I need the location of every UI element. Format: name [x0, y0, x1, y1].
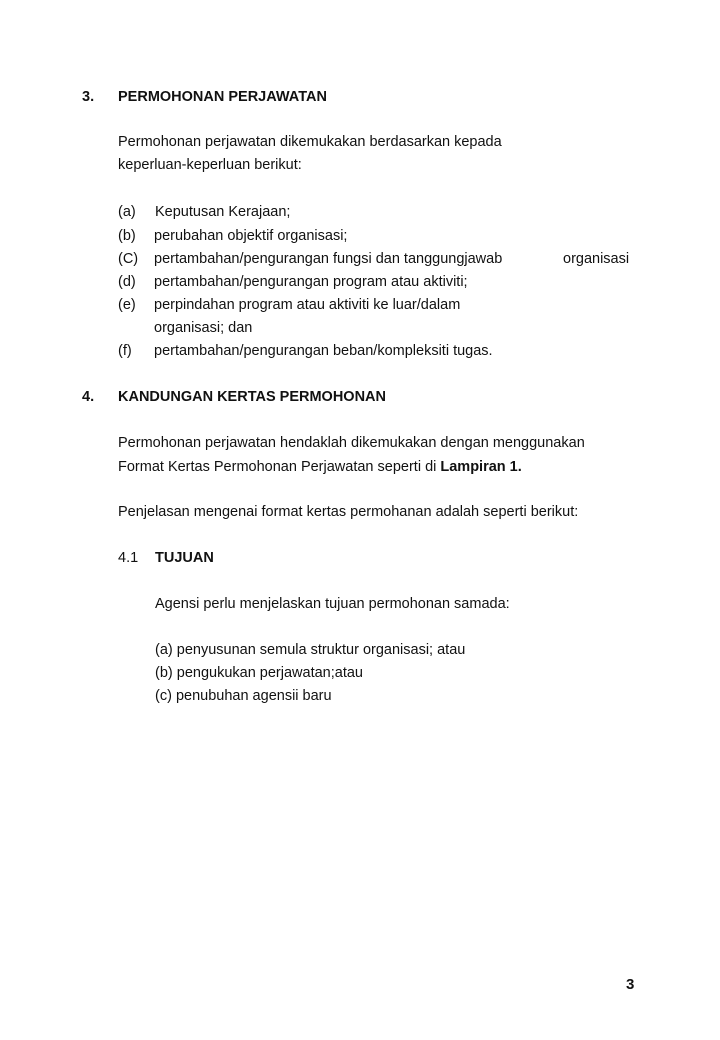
subsection-4-1-intro: Agensi perlu menjelaskan tujuan permohonan samada: — [155, 596, 510, 612]
list-item-label: (c) — [155, 688, 172, 704]
list-item-label: (C) — [118, 251, 139, 267]
section-4-para-2: Penjelasan mengenai format kertas permohanan adalah seperti berikut: — [118, 504, 579, 520]
list-item-text-end: organisasi — [563, 251, 630, 267]
section-4-para-1-line-1: Permohonan perjawatan hendaklah dikemukakan dengan menggunakan — [118, 435, 585, 451]
lampiran-reference: Lampiran 1. — [440, 459, 522, 475]
list-item-text: pertambahan/pengurangan fungsi dan tanggungjawab — [154, 251, 503, 267]
subsection-4-1-number: 4.1 — [118, 550, 139, 566]
list-item-text: penyusunan semula struktur organisasi; atau — [176, 642, 466, 658]
list-item-text: pertambahan/pengurangan beban/kompleksiti tugas. — [154, 343, 493, 359]
section-3-intro-line-2: keperluan-keperluan berikut: — [118, 157, 302, 173]
list-item-label: (a) — [118, 204, 136, 220]
page-number: 3 — [626, 976, 635, 993]
list-item-text: Keputusan Kerajaan; — [155, 204, 291, 220]
sub-list-item — [155, 664, 363, 682]
list-item-label: (b) — [155, 665, 173, 681]
section-3-heading: PERMOHONAN PERJAWATAN — [118, 89, 327, 105]
section-3-intro-line-1: Permohonan perjawatan dikemukakan berdasarkan kepada — [118, 134, 502, 150]
section-4-heading: KANDUNGAN KERTAS PERMOHONAN — [118, 389, 386, 405]
section-3-number: 3. — [82, 89, 95, 105]
list-item-text: perpindahan program atau aktiviti ke luar/dalam — [154, 297, 461, 313]
subsection-4-1-heading: TUJUAN — [155, 550, 214, 566]
list-item-label: (e) — [118, 297, 136, 313]
section-4-para-1-line-2 — [118, 458, 522, 476]
list-item-label: (f) — [118, 343, 132, 359]
list-item-text-continuation: organisasi; dan — [154, 320, 253, 336]
list-item-text: pertambahan/pengurangan program atau aktiviti; — [154, 274, 468, 290]
list-item-label: (d) — [118, 274, 136, 290]
list-item-text: perubahan objektif organisasi; — [154, 228, 348, 244]
list-item-label: (b) — [118, 228, 136, 244]
sub-list-item — [155, 641, 465, 659]
para-text: Format Kertas Permohonan Perjawatan seperti di — [118, 459, 441, 475]
list-item-label: (a) — [155, 642, 173, 658]
sub-list-item — [155, 687, 332, 705]
list-item-text: pengukukan perjawatan;atau — [176, 665, 363, 681]
section-4-number: 4. — [82, 389, 95, 405]
list-item-text: penubuhan agensii baru — [175, 688, 332, 704]
